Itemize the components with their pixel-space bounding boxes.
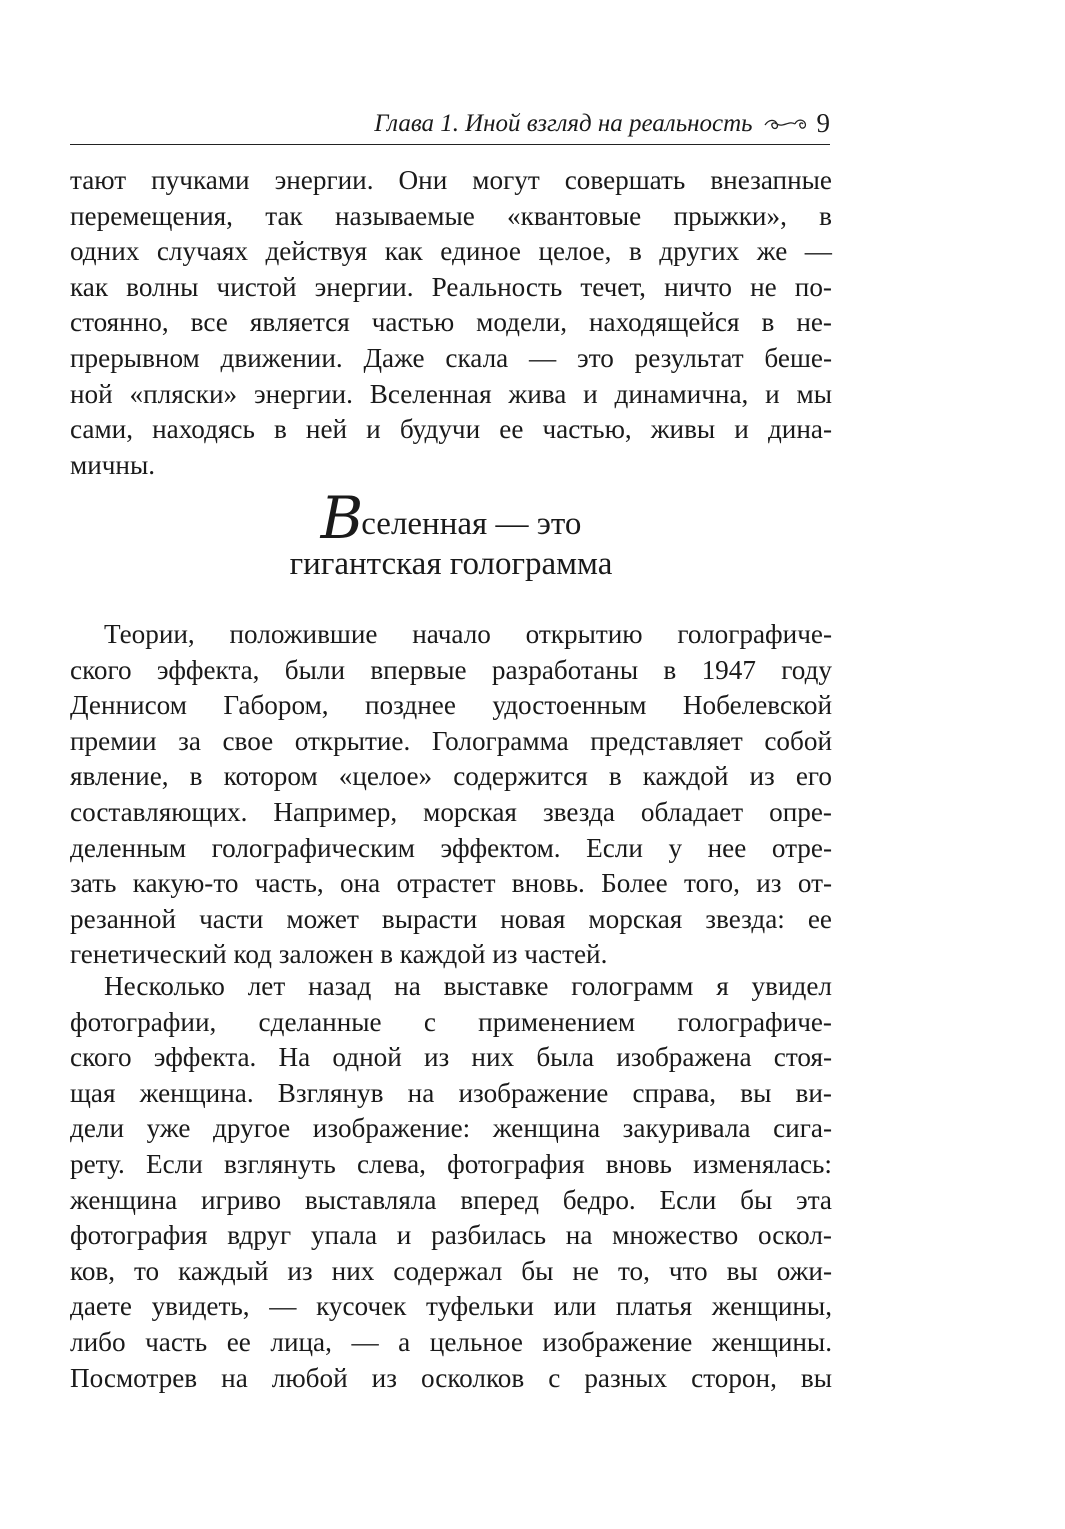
text-line: сами, находясь в ней и будучи ее частью, живы и дина-: [70, 414, 832, 445]
paragraph-1: [70, 163, 832, 483]
text-line: явление, в котором «целое» содержится в каждой из его: [70, 761, 832, 792]
text-line: щая женщина. Взглянув на изображение справа, вы ви-: [70, 1077, 832, 1108]
text-line: зать какую-то часть, она отрастет вновь. Более того, из от-: [70, 868, 832, 899]
heading-initial: В: [320, 484, 362, 552]
running-head-text: [374, 108, 830, 139]
text-line: Несколько лет назад на выставке голограмм я увидел: [104, 971, 832, 1001]
text-line: генетический код заложен в каждой из частей.: [70, 939, 608, 970]
paragraph-3: [70, 969, 832, 1396]
text-line: тают пучками энергии. Они могут совершать внезапные: [70, 165, 832, 195]
heading-line-1-text: селенная — это: [361, 506, 582, 542]
chapter-label: Глава 1.: [374, 109, 460, 137]
page-number: 9: [816, 108, 830, 138]
paragraph-2: [70, 617, 832, 973]
text-line: прерывном движении. Даже скала — это результат беше-: [70, 342, 832, 373]
text-line: мичны.: [70, 449, 156, 480]
text-line: деленным голографическим эффектом. Если у нее отре-: [70, 832, 832, 863]
text-line: ского эффекта. На одной из них была изображена стоя-: [70, 1042, 832, 1073]
text-line: даете увидеть, — кусочек туфельки или платья женщины,: [70, 1291, 832, 1322]
text-line: дели уже другое изображение: женщина закуривала сига-: [70, 1113, 832, 1144]
section-heading-line-2: гигантская голограмма: [289, 546, 613, 582]
text-line: премии за свое открытие. Голограмма представляет собой: [70, 725, 832, 756]
chapter-title: Иной взгляд на реальность: [465, 109, 753, 137]
running-head: [70, 104, 830, 145]
text-line: ков, то каждый из них содержал бы не то, что вы ожи-: [70, 1255, 832, 1286]
text-line: фотографии, сделанные с применением голографиче-: [70, 1006, 832, 1037]
text-line: Деннисом Габором, позднее удостоенным Нобелевской: [70, 690, 832, 721]
section-heading-line-1: [70, 484, 832, 552]
text-line: стоянно, все является частью модели, находящейся в не-: [70, 307, 832, 338]
text-line: либо часть ее лица, — а цельное изображение женщины.: [70, 1326, 832, 1357]
text-line: одних случаях действуя как единое целое, в других же —: [70, 236, 832, 267]
text-line: фотография вдруг упала и разбилась на множество оскол-: [70, 1220, 832, 1251]
text-line: ной «пляски» энергии. Вселенная жива и динамична, и мы: [70, 378, 832, 409]
text-line: составляющих. Например, морская звезда обладает опре-: [70, 796, 832, 827]
text-line: как волны чистой энергии. Реальность течет, ничто не по-: [70, 271, 832, 302]
text-line: перемещения, так называемые «квантовые прыжки», в: [70, 200, 832, 231]
text-line: рету. Если взглянуть слева, фотография вновь изменялась:: [70, 1148, 832, 1179]
text-line: резанной части может вырасти новая морская звезда: ее: [70, 903, 832, 934]
text-line: Теории, положившие начало открытию голографиче-: [104, 619, 832, 649]
text-line: Посмотрев на любой из осколков с разных сторон, вы: [70, 1362, 832, 1393]
section-heading: [70, 484, 832, 584]
swirl-ornament-icon: [763, 116, 809, 132]
text-line: женщина игриво выставляла вперед бедро. Если бы эта: [70, 1184, 832, 1215]
text-line: ского эффекта, были впервые разработаны в 1947 году: [70, 654, 832, 685]
